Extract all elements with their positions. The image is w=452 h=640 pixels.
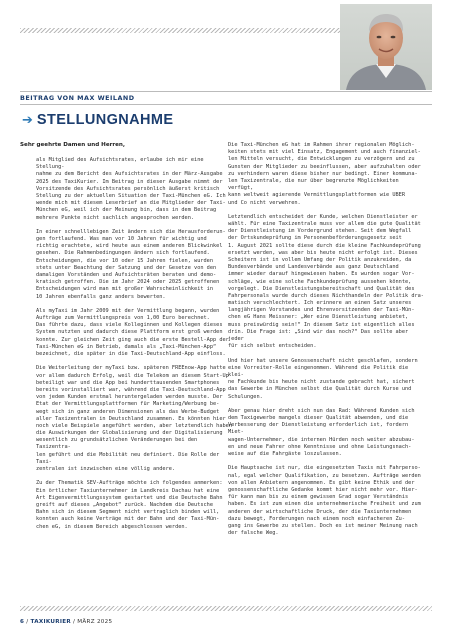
paragraph-gap — [36, 222, 234, 229]
salutation: Sehr geehrte Damen und Herren, — [20, 142, 126, 148]
article-title: STELLUNGNAHME — [36, 112, 174, 128]
article-line: Letztendlich entscheidet der Kunde, welchen Dienstleister er — [228, 213, 418, 220]
byline-rule — [20, 91, 432, 92]
article-line: aller Taxizentralen in Deutschland zusammen. Es könnten hier — [36, 415, 226, 422]
article-line: 1. August 2021 sollte diese durch die kleine Fachkundeprüfung — [228, 242, 421, 249]
article-line: drin. Die Frage ist: „Sind wir das noch?“ Das sollte aber jeder — [228, 328, 409, 343]
article-line: len geführt und die Mobilität neu definiert. Die Rolle der Taxi- — [36, 451, 220, 465]
article-line: Taxi-München eG in Betrieb, damals als „Taxi-München-App“ — [36, 343, 217, 350]
article-line: Ein örtlicher Taxiunternehmer im Landkreis Dachau hat eine — [36, 487, 220, 494]
article-line: der Ortskundeprüfung im Personenbeförderungsgesetz seit — [228, 235, 402, 242]
article-line: Zu der Thematik SEV-Aufträge möchte ich folgendes anmerken: — [36, 480, 223, 487]
article-line: von jedem Kunden erstmal heruntergeladen werden musste. Der — [36, 394, 223, 401]
paragraph-gap — [228, 207, 426, 214]
article-line: Stellung zu der aktuellen Situation der Taxi-München eG. Ich — [36, 192, 226, 199]
article-column-left — [36, 157, 234, 531]
article-line: Die Taxi-München eG hat im Rahmen ihrer regionalen Möglich- — [228, 142, 415, 148]
article-line: greift auf dieses „Angebot“ zurück. Nachdem die Deutsche — [36, 501, 214, 508]
article-line: dazu bewegt, Forderungen nach einem noch einfacheren Zu- — [228, 515, 406, 522]
arrow-right-icon: ➔ — [22, 112, 33, 128]
article-line: stets unter Beachtung der Satzung und der Gesetze von den — [36, 264, 217, 271]
article-line: vor allem dadurch Erfolg, weil die Telekom an diesem Start-Up — [36, 372, 229, 379]
article-line: Vorsitzende des Aufsichtsrates persönlich äußerst kritisch — [36, 185, 220, 192]
article-line: mehrere Punkte nicht sachlich angesprochen werden. — [36, 214, 195, 221]
article-line: weise auf die Fahrgäste loszulassen. — [228, 451, 342, 458]
article-line: konnte. Zur gleichen Zeit ging auch die erste Bestell-App der — [36, 336, 229, 343]
article-line: Das führte dazu, dass viele Kolleginnen und Kollegen dieses — [36, 322, 223, 329]
paragraph-gap — [228, 458, 426, 465]
article-line: wegt sich in ganz anderen Dimensionen als das Werbe-Budget — [36, 408, 220, 415]
article-line: Schulungen. — [228, 393, 263, 400]
paragraph-gap — [228, 350, 426, 357]
article-line: ersetzt werden, was aber bis heute nicht erfolgt ist. Dieses — [228, 249, 418, 256]
paragraph-gap — [36, 301, 234, 308]
paragraph-gap — [228, 401, 426, 408]
bottom-hatch-rule — [20, 606, 432, 611]
article-line: langjährigen Vorstandes und Ehrenvorsitzenden der Taxi-Mün- — [228, 307, 415, 314]
article-line: zentralen ist inzwischen eine völlig andere. — [36, 466, 176, 473]
article-line: Verbesserung der Dienstleistung erforderlich ist, fordern Miet- — [228, 422, 409, 436]
article-line: Und hier hat unsere Genossenschaft nicht geschlafen, sondern — [228, 357, 418, 364]
article-line: en und neue Fahrer ohne Kenntnisse und ohne Leistungsnach- — [228, 443, 412, 450]
article-line: wagen-Unternehmer, die internen Hürden noch weiter abzubau- — [228, 436, 415, 443]
article-line: Scheitern ist in vollem Umfang der Politik anzukreiden, da — [228, 256, 412, 263]
article-line: Entscheidungen, die vor 10 oder 15 Jahren fielen, wurden — [36, 257, 214, 264]
article-line: kann weltweit agierende Vermittlungsplattformen wie UBER — [228, 192, 406, 199]
byline-rule-bottom — [20, 104, 432, 105]
article-line: In einer schnelllebigen Zeit ändern sich die Herausforderun- — [36, 228, 226, 235]
article-line: haben. Es ist zum einen die unternehmerische Freiheit und zum — [228, 501, 421, 508]
article-line: Fahrpersonals wurde durch dieses Nichthandeln der Politik dra- — [228, 292, 424, 299]
article-line: chen eG Hans Meissner: „Wer eine Dienstleistung anbietet, — [228, 314, 409, 321]
article-line: anderen der wirtschaftliche Druck, der die Taxiunternehmen — [228, 508, 412, 515]
article-line: nal, egal welcher Qualifikation, zu besetzen. Aufträge werden — [228, 472, 421, 479]
page-footer — [20, 619, 112, 625]
article-line: keiten stets mit viel Einsatz, Engagement und auch finanziel- — [228, 149, 421, 156]
article-line: Die Weiterleitung der myTaxi bzw. späteren FREEnow-App hatte — [36, 365, 226, 372]
article-line: das Gewerbe in München selbst die Qualität durch Kurse und — [228, 386, 412, 393]
article-line: len Mitteln versucht, die Entwicklungen zu verzögern und zu — [228, 156, 415, 163]
article-line: muss preiswürdig sein!“ In diesem Satz ist eigentlich alles — [228, 321, 415, 328]
article-line: kratisch getroffen. Die im Jahr 2024 oder 2025 getroffenen — [36, 279, 220, 286]
byline: BEITRAG VON MAX WEILAND — [20, 94, 135, 102]
article-line: und Co nicht verwehren. — [228, 199, 301, 206]
article-line: vorgelegt. Die Dienstleistungsbereitschaft und Qualität des — [228, 285, 415, 292]
article-line: Aufträge zum Vermittlungspreis von 1,00 Euro berechnet. — [36, 315, 210, 322]
article-line: gang ins Gewerbe zu stellen. Doch es ist meiner Meinung nach — [228, 522, 418, 529]
article-line: System nutzten und dadurch diese Plattform erst groß werden — [36, 329, 223, 336]
article-line: bereits vorinstalliert war, während die Taxi-Deutschland-App — [36, 386, 226, 393]
article-line: Entscheidungen wird man mit großer Wahrscheinlichkeit in — [36, 286, 214, 293]
article-line: wählt. Für eine Taxizentrale muss vor allem die gute Qualität — [228, 221, 421, 228]
article-line: Aber genau hier dreht sich nun das Rad: Während Kunden sich — [228, 407, 415, 414]
article-line: dem Taxigewerbe mangels dieser Qualität abwenden, und die — [228, 415, 409, 422]
article-line: genossenschaftliche Gedanke kommt hier nicht mehr vor. Hier- — [228, 486, 418, 493]
article-line: Die Hauptsache ist nur, die eingesetzten Taxis mit Fahrperso- — [228, 465, 421, 472]
article-line: Etat der Vermittlungsplattformen für Marketing/Werbung be- — [36, 401, 220, 408]
article-line: München eG, weil ich der Meinung bin, dass in dem Beitrag — [36, 207, 217, 214]
article-line: beteiligt war und die App bei hunderttausenden Smartphones — [36, 379, 220, 386]
article-line: die Auswirkungen der Globalisierung und der Digitalisierung — [36, 430, 223, 437]
article-line: bezeichnet, die später in die Taxi-Deutschland-App einfloss. — [36, 351, 226, 358]
author-portrait — [340, 4, 432, 90]
article-line: der Dienstleistung im Vordergrund stehen. Seit dem Wegfall — [228, 228, 412, 235]
article-line: chen eG, in diesem Bereich abgeschlossen werden. — [36, 523, 188, 530]
article-line: gesehen. Die Rahmenbedingungen ändern sich fortlaufend. — [36, 250, 210, 257]
article-line: der falsche Weg. — [228, 530, 279, 537]
article-line: für sich selbst entscheiden. — [228, 343, 317, 350]
footer-separator: / — [26, 619, 31, 625]
article-line: nahme zu dem Bericht des Aufsichtsrates in der März-Ausgabe — [36, 171, 223, 178]
publication-name: TAXIKURIER — [30, 619, 71, 625]
issue-date: MÄRZ 2025 — [77, 619, 113, 625]
article-line: ne Fachkunde bis heute nicht zustande gebracht hat, sichert — [228, 379, 415, 386]
page-number: 6 — [20, 619, 25, 625]
article-line: richtig erachtete, wird heute aus einem anderen Blickwinkel — [36, 243, 223, 250]
article-line: len Taxizentrale, die nur über begrenzte Möglichkeiten verfügt, — [228, 177, 399, 192]
article-line: matisch verschlechtert. Ich erinnere an einen Satz unseres — [228, 300, 412, 307]
article-line: wende mich mit diesem Leserbrief an die Mitglieder der Taxi- — [36, 200, 226, 207]
footer-separator: / — [73, 619, 78, 625]
article-line: für kann man bis zu einem gewissen Grad sogar Verständnis — [228, 494, 409, 501]
article-line: zu verhindern waren diese bisher nur bedingt. Einer kommuna- — [228, 170, 418, 177]
article-line: Gunsten der Mitglieder zu beeinflussen, aber aufzuhalten oder — [228, 163, 421, 170]
article-line: Bundesverbände und Landesverbände aus ganz Deutschland — [228, 264, 399, 271]
article-line: damaligen Vorständen und Aufsichtsräten beraten und demo- — [36, 271, 217, 278]
article-line: Als myTaxi im Jahr 2009 mit der Vermittlung begann, wurden — [36, 307, 220, 314]
article-line: eine Vorreiter-Rolle eingenommen. Während die Politik die klei- — [228, 364, 409, 378]
article-title-block — [22, 110, 173, 130]
article-line: Art Eigenvermittlungssystem gestartet und die Deutsche Bahn — [36, 494, 223, 501]
article-line: noch viele Beispiele angeführt werden, aber letztendlich haben — [36, 422, 232, 429]
article-line: als Mitglied des Aufsichtsrates, erlaube ich mir eine Stellung- — [36, 157, 204, 171]
article-line: 10 Jahren ebenfalls ganz anders bewerten. — [36, 293, 166, 300]
paragraph-gap — [36, 473, 234, 480]
article-line: immer wieder darauf hingewiesen haben. Es wurden sogar Vor- — [228, 271, 415, 278]
article-line: wesentlich zu grundsätzlichen Veränderungen bei den Taxizentra- — [36, 437, 198, 451]
article-line: schläge, wie eine solche Fachkundeprüfung aussehen könnte, — [228, 278, 412, 285]
article-line: gen fortlaufend. Was man vor 10 Jahren für wichtig und — [36, 236, 207, 243]
article-line: Bahn sich in diesem Segment nicht vertraglich binden will, — [36, 509, 220, 516]
article-line: konnten auch keine Verträge mit der Bahn und der Taxi-Mün- — [36, 516, 220, 523]
article-column-right — [228, 142, 426, 537]
article-line: 2025 des TaxiKurier. Im Beitrag in dieser Ausgabe nimmt der — [36, 178, 223, 185]
article-line: von allen Anbietern angenommen. Es gibt keine Ethik und der — [228, 479, 415, 486]
paragraph-gap — [36, 358, 234, 365]
